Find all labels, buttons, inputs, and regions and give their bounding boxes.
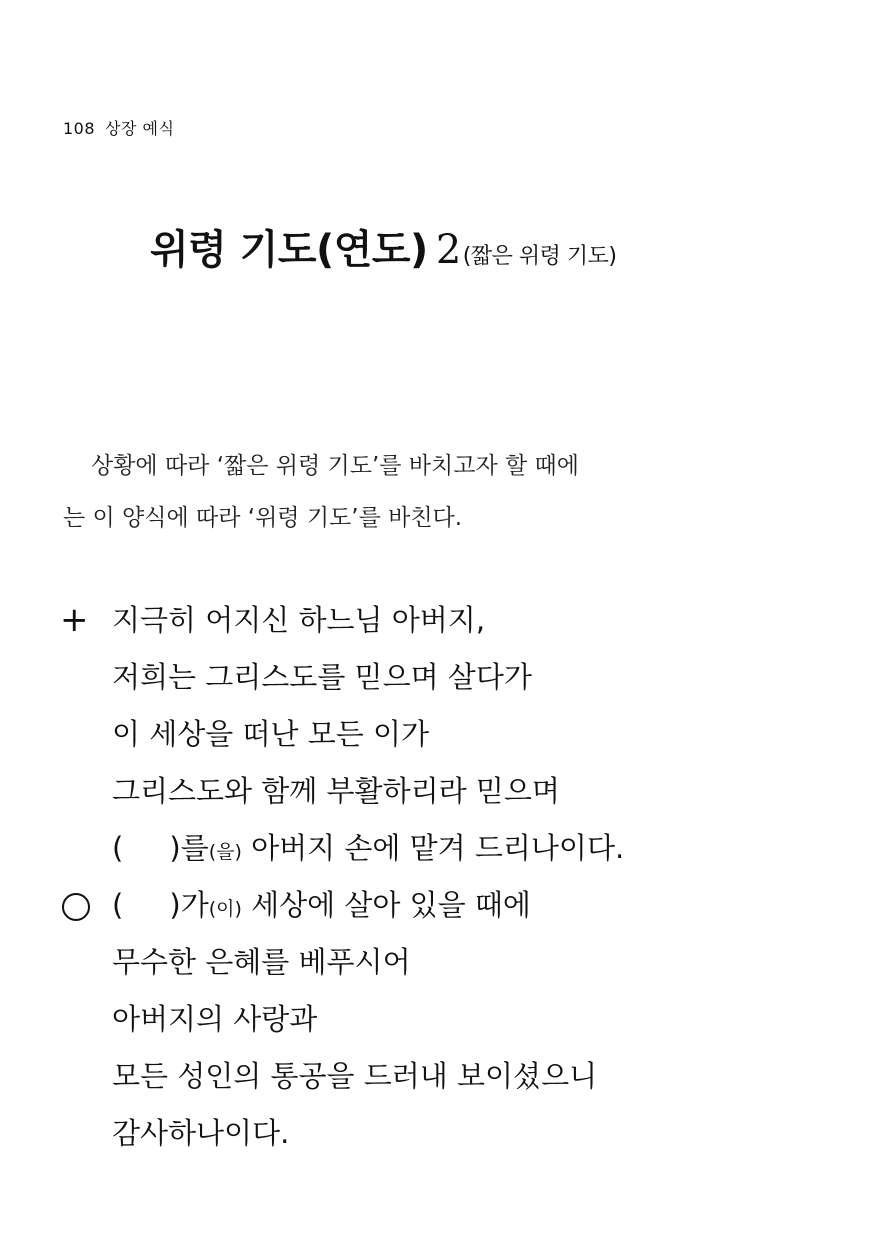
prayer-line (60, 820, 840, 877)
particle-alt: (이) (208, 898, 242, 920)
name-blank-object: ( )를 (112, 831, 209, 865)
rubric-line-1: 상황에 따라 ‘짧은 위령 기도’를 바치고자 할 때에 (91, 453, 579, 479)
prayer-line-rest: 세상에 살아 있을 때에 (251, 888, 531, 922)
prayer-line-text: 무수한 은혜를 베푸시어 (112, 945, 411, 979)
title-subtitle: (짧은 위령 기도) (462, 244, 617, 269)
prayer-line-text: 이 세상을 떠난 모든 이가 (112, 717, 430, 751)
prayer-line (60, 934, 840, 991)
title-number: 2 (435, 227, 461, 273)
prayer-line-text: 아버지의 사랑과 (112, 1002, 318, 1036)
particle-alt: (을) (208, 841, 242, 863)
page-number: 108 (63, 119, 96, 138)
prayer-line-text: 지극히 어지신 하느님 아버지, (112, 603, 486, 637)
plus-icon: + (60, 600, 89, 640)
prayer-line-text (112, 820, 624, 881)
name-blank-subject: ( )가 (112, 888, 209, 922)
prayer-line (60, 763, 840, 820)
page-title (150, 218, 616, 275)
running-head (63, 116, 174, 139)
circle-icon (62, 893, 90, 921)
prayer-line (60, 592, 840, 649)
prayer-line-text: 감사하나이다. (112, 1116, 290, 1150)
prayer-line-text: 모든 성인의 통공을 드러내 보이셨으니 (112, 1059, 598, 1093)
rubric-line-2: 는 이 양식에 따라 ‘위령 기도’를 바친다. (63, 505, 463, 531)
prayer-line (60, 991, 840, 1048)
title-main: 위령 기도(연도) (150, 227, 428, 273)
prayer-line (60, 1105, 840, 1162)
prayer-line-rest: 아버지 손에 맡겨 드리나이다. (251, 831, 625, 865)
section-title: 상장 예식 (105, 119, 175, 138)
prayer-line-text: 그리스도와 함께 부활하리라 믿으며 (112, 774, 560, 808)
prayer-line (60, 877, 840, 934)
prayer-line (60, 706, 840, 763)
prayer-line-text: 저희는 그리스도를 믿으며 살다가 (112, 660, 532, 694)
prayer-line (60, 649, 840, 706)
prayer-line-text (112, 877, 531, 938)
rubric-text (63, 440, 753, 544)
prayer-line (60, 1048, 840, 1105)
prayer-text (60, 592, 840, 1162)
